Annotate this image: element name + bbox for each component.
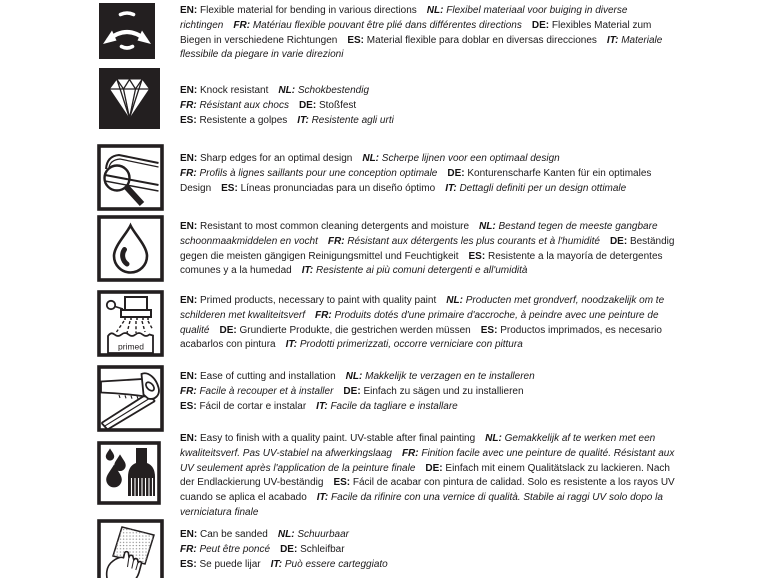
feature-text: Material flexible para doblar en diversas direcciones xyxy=(366,34,597,46)
feature-text: Prodotti primerizzati, occorre verniciare con pittura xyxy=(299,339,523,351)
feature-text: Stoßfest xyxy=(318,99,357,111)
feature-text: Einfach zu sägen und zu installieren xyxy=(363,385,524,397)
feature-text: Can be sanded xyxy=(200,529,268,540)
feature-text: Ease of cutting and installation xyxy=(200,371,336,382)
magnifier-edge-icon xyxy=(97,144,164,211)
feature-text: Finition facile avec une peinture de qualité. Résistant aux UV seulement après l'application de la peinture finale xyxy=(180,447,675,474)
language-label: EN: xyxy=(180,5,198,16)
language-label: EN: xyxy=(180,221,198,232)
language-label: IT: xyxy=(301,265,314,277)
primed-label: primed xyxy=(118,341,144,352)
language-label: EN: xyxy=(180,433,198,444)
language-label: FR: xyxy=(327,235,345,247)
feature-text: Productos imprimados, es necesario acabarlos con pintura xyxy=(180,324,662,351)
feature-text: Líneas pronunciadas para un diseño óptimo xyxy=(240,182,436,194)
feature-description xyxy=(180,370,677,414)
flex-arrows-icon xyxy=(99,3,155,59)
language-label: DE: xyxy=(531,19,550,31)
feature-text: Può essere carteggiato xyxy=(284,558,388,570)
paint-brush-drops-icon xyxy=(97,441,161,505)
diamond-icon xyxy=(99,68,160,129)
water-drop-icon xyxy=(97,215,164,282)
language-label: NL: xyxy=(446,295,463,306)
feature-text: Scherpe lijnen voor een optimaal design xyxy=(381,153,560,164)
feature-text: Facile da tagliare e installare xyxy=(330,400,458,412)
language-label: NL: xyxy=(479,221,496,232)
feature-text: Easy to finish with a quality paint. UV-stable after final painting xyxy=(200,433,476,444)
language-label: DE: xyxy=(609,235,628,247)
language-label: NL: xyxy=(362,153,380,164)
feature-description xyxy=(180,294,677,353)
feature-text: Résistant aux chocs xyxy=(199,99,289,111)
language-label: NL: xyxy=(277,529,295,540)
language-label: EN: xyxy=(180,85,198,96)
feature-text: Beständig gegen die meisten gängigen Reinigungsmittel und Feuchtigkeit xyxy=(180,235,675,262)
feature-text: Fácil de acabar con pintura de calidad. Solo es resistente a los rayos UV cuando se aplica el acabado xyxy=(180,477,675,504)
feature-text: Résistant aux détergents les plus courants et à l'humidité xyxy=(347,235,600,247)
language-label: EN: xyxy=(180,529,198,540)
feature-text: Peut être poncé xyxy=(199,543,271,555)
language-label: FR: xyxy=(180,99,197,111)
feature-text: Resistente agli urti xyxy=(311,114,394,126)
feature-text: Dettagli definiti per un design ottimale xyxy=(459,182,627,194)
feature-text: Facile da rifinire con una vernice di qualità. Stabile ai raggi UV solo dopo la verniciatura finale xyxy=(180,492,663,518)
language-label: DE: xyxy=(219,324,237,336)
language-label: IT: xyxy=(316,492,329,504)
language-label: DE: xyxy=(447,167,465,179)
feature-text: Flexible material for bending in various directions xyxy=(200,5,417,16)
feature-text: Materiale flessibile da piegare in varie direzioni xyxy=(180,34,663,61)
feature-text: Gemakkelijk af te werken met een kwaliteitsverf. Pas UV-stabiel na afwerkingslaag xyxy=(180,433,656,459)
language-label: NL: xyxy=(278,85,296,96)
language-label: DE: xyxy=(298,99,317,111)
language-label: NL: xyxy=(426,5,444,16)
language-label: ES: xyxy=(347,34,365,46)
sanding-hand-icon xyxy=(97,519,164,578)
flex-arrows-icon xyxy=(99,3,155,59)
language-label: FR: xyxy=(180,543,197,555)
feature-text: Grundierte Produkte, die gestrichen werden müssen xyxy=(239,324,471,336)
language-label: IT: xyxy=(297,114,309,126)
feature-text: Flexibel materiaal voor buiging in diverse richtingen xyxy=(180,5,628,31)
water-drop-icon xyxy=(97,215,164,282)
feature-text: Knock resistant xyxy=(200,85,269,96)
feature-text: Schuurbaar xyxy=(297,529,350,540)
language-label: IT: xyxy=(285,339,298,351)
feature-text: Se puede lijar xyxy=(199,558,261,570)
language-label: DE: xyxy=(343,385,361,397)
feature-text: Fácil de cortar e instalar xyxy=(199,400,307,412)
language-label: FR: xyxy=(315,309,332,321)
language-label: EN: xyxy=(180,295,198,306)
feature-text: Flexibles Material zum Biegen in verschiedene Richtungen xyxy=(180,19,652,46)
language-label: ES: xyxy=(180,400,197,412)
language-label: IT: xyxy=(606,34,619,46)
language-label: FR: xyxy=(180,167,197,179)
feature-text: Matériau flexible pouvant être plié dans différentes directions xyxy=(252,19,522,31)
feature-text: Resistente a golpes xyxy=(199,114,288,126)
feature-description xyxy=(180,432,677,521)
paint-brush-drops-icon xyxy=(97,441,161,505)
feature-text: Einfach mit einem Qualitätslack zu lackieren. Nach der Endlackierung UV-beständig xyxy=(180,462,670,489)
feature-text: Produits dotés d'une primaire d'accroche, à peindre avec une peinture de qualité xyxy=(180,309,659,336)
feature-text: Makkelijk te verzagen en te installeren xyxy=(365,371,535,382)
language-label: ES: xyxy=(468,250,486,262)
language-label: ES: xyxy=(180,114,197,126)
language-label: IT: xyxy=(270,558,283,570)
language-label: FR: xyxy=(180,385,197,397)
language-label: EN: xyxy=(180,371,198,382)
saw-cutting-icon xyxy=(97,365,164,432)
feature-text: Bestand tegen de meeste gangbare schoonmaakmiddelen en vocht xyxy=(180,221,658,247)
feature-text: Konturenscharfe Kanten für ein optimales Design xyxy=(180,167,652,194)
feature-text: Producten met grondverf, noodzakelijk om te schilderen met kwaliteitsverf xyxy=(180,295,665,321)
primer-spray-icon xyxy=(97,290,164,357)
diamond-icon xyxy=(99,68,160,129)
feature-description xyxy=(180,528,677,572)
magnifier-edge-icon xyxy=(97,144,164,211)
language-label: FR: xyxy=(401,447,419,459)
language-label: EN: xyxy=(180,153,198,164)
feature-text: Sharp edges for an optimal design xyxy=(200,153,353,164)
language-label: ES: xyxy=(221,182,238,194)
language-label: NL: xyxy=(485,433,502,444)
feature-text: Schleifbar xyxy=(300,543,345,555)
feature-text: Resistente a la mayoría de detergentes comunes y a la humedad xyxy=(180,250,663,277)
feature-text: Profils à lignes saillants pour une conception optimale xyxy=(199,167,438,179)
feature-description xyxy=(180,220,677,279)
primer-spray-icon xyxy=(97,290,164,357)
feature-text: Resistente ai più comuni detergenti e all'umidità xyxy=(316,265,528,277)
language-label: ES: xyxy=(480,324,498,336)
feature-text: Primed products, necessary to paint with quality paint xyxy=(200,295,437,306)
language-label: FR: xyxy=(233,19,251,31)
language-label: NL: xyxy=(345,371,363,382)
language-label: ES: xyxy=(180,558,197,570)
language-label: DE: xyxy=(280,543,298,555)
feature-text: Facile à recouper et à installer xyxy=(199,385,334,397)
feature-description xyxy=(180,84,677,128)
language-label: IT: xyxy=(316,400,328,412)
feature-description xyxy=(180,152,677,196)
language-label: IT: xyxy=(445,182,457,194)
language-label: ES: xyxy=(333,477,351,489)
feature-text: Resistant to most common cleaning detergents and moisture xyxy=(200,221,470,232)
feature-description xyxy=(180,4,677,63)
feature-text: Schokbestendig xyxy=(297,85,370,96)
sanding-hand-icon xyxy=(97,519,164,578)
saw-cutting-icon xyxy=(97,365,164,432)
language-label: DE: xyxy=(425,462,443,474)
